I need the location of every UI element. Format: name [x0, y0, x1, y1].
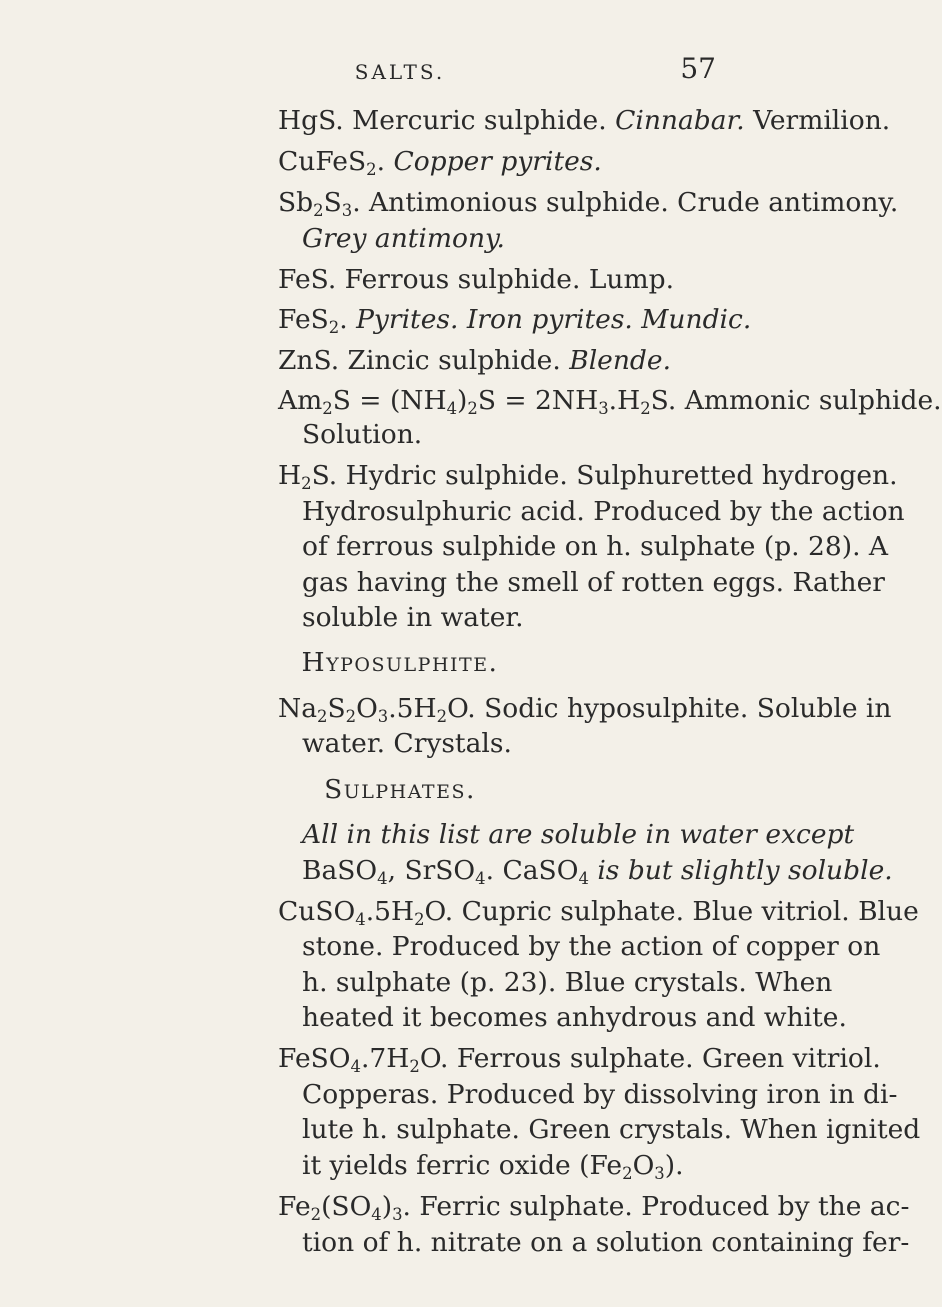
text-line: $FeSO_4.7H_2O$. Ferrous sulphate. Green vitriol. [278, 1043, 881, 1076]
text-line: All in this list are soluble in water except [302, 819, 855, 850]
text-line: gas having the smell of rotten eggs. Rather [302, 567, 885, 598]
text-line: lute h. sulphate. Green crystals. When ignited [302, 1114, 921, 1145]
text-line: $H_2S$. Hydric sulphide. Sulphuretted hydrogen. [278, 460, 898, 493]
text-line: FeS. Ferrous sulphide. Lump. [278, 264, 674, 295]
text-line: $Na_2S_2O_3.5H_2O$. Sodic hyposulphite. Soluble in [278, 693, 892, 726]
text-line: h. sulphate (p. 23). Blue crystals. When [302, 967, 833, 998]
text-line: $Am_2S = (NH_4)_2S = 2NH_3.H_2S$. Ammonic sulphide. [278, 385, 942, 418]
text-line: Solution. [302, 419, 423, 450]
page-number: 57 [680, 52, 716, 85]
text-line: ZnS. Zincic sulphide. Blende. [278, 345, 671, 376]
running-title: SALTS. [354, 60, 446, 84]
text-line: heated it becomes anhydrous and white. [302, 1002, 847, 1033]
text-line: CuFeS$_2$. Copper pyrites. [278, 146, 602, 179]
text-line: Grey antimony. [302, 223, 505, 254]
text-line: HgS. Mercuric sulphide. Cinnabar. Vermilion. [278, 105, 891, 136]
text-line: $Sb_2S_3$. Antimonious sulphide. Crude antimony. [278, 187, 899, 220]
text-line: stone. Produced by the action of copper on [302, 931, 881, 962]
section-heading-sulphates: Sulphates. [324, 774, 476, 805]
text-line: tion of h. nitrate on a solution containing fer- [302, 1227, 910, 1258]
text-line: $Fe_2(SO_4)_3$. Ferric sulphate. Produced by the ac- [278, 1191, 910, 1224]
text-line: of ferrous sulphide on h. sulphate (p. 28). A [302, 531, 889, 562]
text-line: $CuSO_4.5H_2O$. Cupric sulphate. Blue vitriol. Blue [278, 896, 919, 929]
text-line: BaSO$_4$, SrSO$_4$. CaSO$_4$ is but slightly soluble. [302, 855, 893, 888]
section-heading-hyposulphite: Hyposulphite. [301, 647, 499, 678]
text-line: Copperas. Produced by dissolving iron in di- [302, 1079, 898, 1110]
text-line: water. Crystals. [302, 728, 512, 759]
running-header [0, 52, 800, 90]
text-line: FeS$_2$. Pyrites. Iron pyrites. Mundic. [278, 304, 752, 337]
text-line: soluble in water. [302, 602, 524, 633]
text-line: it yields ferric oxide $(Fe_2O_3)$. [302, 1150, 684, 1183]
text-line: Hydrosulphuric acid. Produced by the action [302, 496, 905, 527]
